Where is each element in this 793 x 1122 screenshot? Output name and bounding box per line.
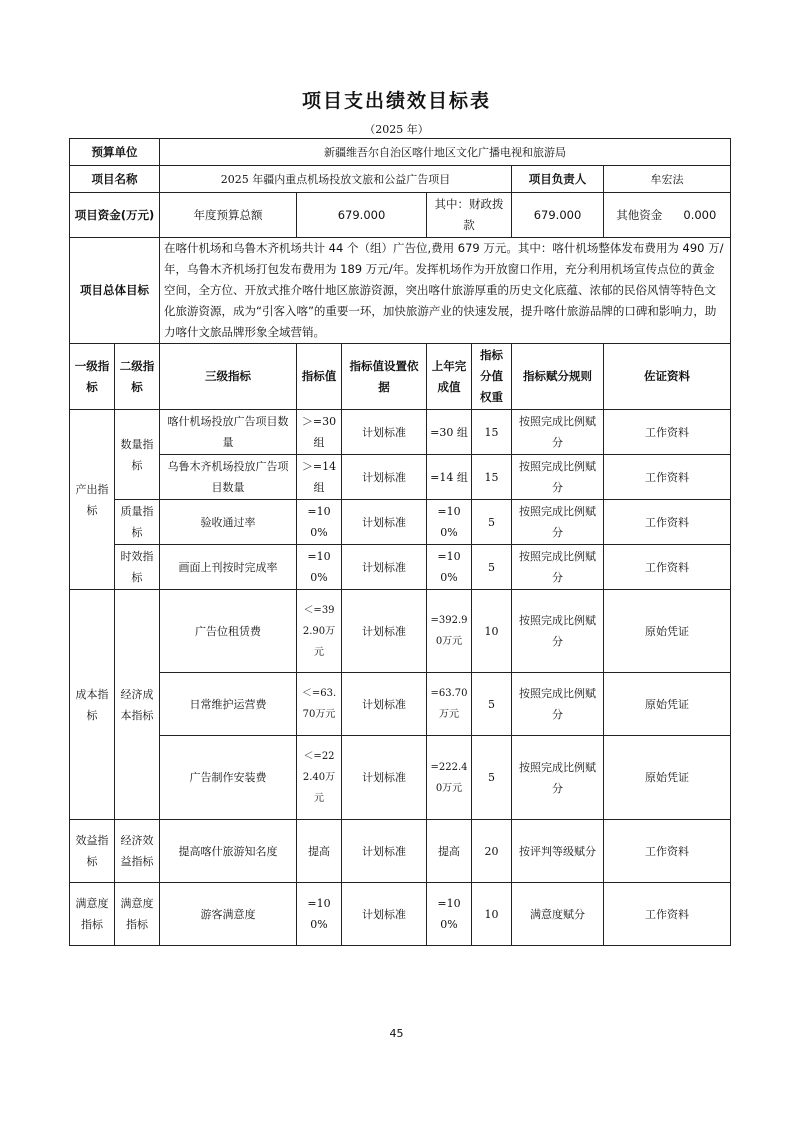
budget-unit-value: 新疆维吾尔自治区喀什地区文化广播电视和旅游局 [160, 139, 731, 166]
table-row [70, 410, 731, 455]
indicator-basis: 计划标准 [342, 590, 427, 673]
table-row [70, 500, 731, 545]
table-row [70, 545, 731, 590]
header-level3: 三级指标 [160, 344, 297, 410]
page-number: 45 [389, 1027, 404, 1040]
group-satisfaction-sub: 满意度指标 [115, 883, 160, 946]
group-satisfaction: 满意度指标 [70, 883, 115, 946]
header-last-year: 上年完成值 [427, 344, 472, 410]
group-economic-cost: 经济成本指标 [115, 590, 160, 820]
group-benefit: 效益指标 [70, 820, 115, 883]
group-output: 产出指标 [70, 410, 115, 590]
indicator-name: 广告位租赁费 [160, 590, 297, 673]
overall-goal-text: 在喀什机场和乌鲁木齐机场共计 44 个（组）广告位,费用 679 万元。其中：喀什机场整体发布费用为 490 万/年，乌鲁木齐机场打包发布费用为 189 万元/年。发挥机场作为开放窗口作用，充分利用机场宣传点位的黄金空间，全方位、开放式推介喀什地区旅游资源，突出喀什旅游厚重的历史文化底蕴、浓郁的民俗风情等特色文化旅游资源，成为“引客入喀”的重要一环，加快旅游产业的快速发展，提升喀什旅游品牌的口碑和影响力，助力喀什文旅品牌形象全域营销。 [160, 238, 731, 344]
annual-total-value: 679.000 [297, 193, 427, 238]
fiscal-value: 679.000 [512, 193, 604, 238]
table-row [70, 590, 731, 673]
header-basis: 指标值设置依据 [342, 344, 427, 410]
indicator-last-year: =100% [427, 545, 472, 590]
project-name-value: 2025 年疆内重点机场投放文旅和公益广告项目 [160, 166, 512, 193]
indicator-weight: 10 [472, 590, 512, 673]
indicator-weight: 20 [472, 820, 512, 883]
indicator-rule: 按照完成比例赋分 [512, 736, 604, 820]
indicator-rule: 按照完成比例赋分 [512, 500, 604, 545]
indicator-weight: 15 [472, 410, 512, 455]
header-indicator-value: 指标值 [297, 344, 342, 410]
performance-target-table [69, 138, 731, 946]
indicator-evidence: 工作资料 [604, 545, 731, 590]
indicator-value: =100% [297, 883, 342, 946]
indicator-name: 提高喀什旅游知名度 [160, 820, 297, 883]
table-row [70, 673, 731, 736]
group-quality: 质量指标 [115, 500, 160, 545]
header-rule: 指标赋分规则 [512, 344, 604, 410]
indicator-weight: 5 [472, 736, 512, 820]
indicator-last-year: =63.70万元 [427, 673, 472, 736]
indicator-evidence: 原始凭证 [604, 673, 731, 736]
indicator-weight: 5 [472, 500, 512, 545]
indicator-name: 广告制作安装费 [160, 736, 297, 820]
indicator-value: =100% [297, 500, 342, 545]
indicator-value: 提高 [297, 820, 342, 883]
responsible-label: 项目负责人 [512, 166, 604, 193]
indicator-last-year: =222.40万元 [427, 736, 472, 820]
annual-total-label: 年度预算总额 [160, 193, 297, 238]
other-funds-group [604, 193, 731, 238]
indicator-rule: 满意度赋分 [512, 883, 604, 946]
table-row [70, 736, 731, 820]
group-economic-benefit: 经济效益指标 [115, 820, 160, 883]
indicator-rule: 按评判等级赋分 [512, 820, 604, 883]
indicator-value: =100% [297, 545, 342, 590]
indicator-last-year: =100% [427, 500, 472, 545]
indicator-last-year: 提高 [427, 820, 472, 883]
indicator-name: 游客满意度 [160, 883, 297, 946]
indicator-basis: 计划标准 [342, 455, 427, 500]
indicator-value: ＜=392.90万元 [297, 590, 342, 673]
group-cost: 成本指标 [70, 590, 115, 820]
indicator-last-year: =392.90万元 [427, 590, 472, 673]
indicator-basis: 计划标准 [342, 736, 427, 820]
header-level2: 二级指标 [115, 344, 160, 410]
table-row [70, 820, 731, 883]
overall-goal-label: 项目总体目标 [70, 238, 160, 344]
indicator-value: ＜=222.40万元 [297, 736, 342, 820]
budget-unit-label: 预算单位 [70, 139, 160, 166]
indicator-last-year: =14 组 [427, 455, 472, 500]
indicator-basis: 计划标准 [342, 545, 427, 590]
indicator-evidence: 原始凭证 [604, 736, 731, 820]
indicator-weight: 10 [472, 883, 512, 946]
indicator-evidence: 工作资料 [604, 410, 731, 455]
indicator-last-year: =30 组 [427, 410, 472, 455]
indicator-value: ＞=30组 [297, 410, 342, 455]
indicator-rule: 按照完成比例赋分 [512, 673, 604, 736]
indicator-weight: 15 [472, 455, 512, 500]
table-row [70, 455, 731, 500]
indicator-basis: 计划标准 [342, 500, 427, 545]
funds-label: 项目资金(万元) [70, 193, 160, 238]
indicator-basis: 计划标准 [342, 820, 427, 883]
indicator-last-year: =100% [427, 883, 472, 946]
indicator-evidence: 工作资料 [604, 455, 731, 500]
project-name-label: 项目名称 [70, 166, 160, 193]
indicator-name: 乌鲁木齐机场投放广告项目数量 [160, 455, 297, 500]
indicator-value: ＞=14组 [297, 455, 342, 500]
indicator-evidence: 工作资料 [604, 883, 731, 946]
indicator-basis: 计划标准 [342, 673, 427, 736]
indicator-basis: 计划标准 [342, 883, 427, 946]
indicator-name: 喀什机场投放广告项目数量 [160, 410, 297, 455]
group-quantity: 数量指标 [115, 410, 160, 500]
indicator-weight: 5 [472, 673, 512, 736]
year-label: （2025 年） [364, 123, 429, 136]
fiscal-label: 其中：财政拨款 [427, 193, 512, 238]
indicator-rule: 按照完成比例赋分 [512, 455, 604, 500]
indicator-weight: 5 [472, 545, 512, 590]
indicator-name: 日常维护运营费 [160, 673, 297, 736]
indicator-basis: 计划标准 [342, 410, 427, 455]
responsible-value: 牟宏法 [604, 166, 731, 193]
table-row [70, 883, 731, 946]
page-title: 项目支出绩效目标表 [301, 90, 491, 112]
indicator-evidence: 原始凭证 [604, 590, 731, 673]
group-timeliness: 时效指标 [115, 545, 160, 590]
header-evidence: 佐证资料 [604, 344, 731, 410]
header-level1: 一级指标 [70, 344, 115, 410]
header-weight: 指标分值权重 [472, 344, 512, 410]
indicator-rule: 按照完成比例赋分 [512, 545, 604, 590]
indicator-name: 画面上刊按时完成率 [160, 545, 297, 590]
indicator-rule: 按照完成比例赋分 [512, 410, 604, 455]
indicator-name: 验收通过率 [160, 500, 297, 545]
indicator-rule: 按照完成比例赋分 [512, 590, 604, 673]
indicator-evidence: 工作资料 [604, 820, 731, 883]
other-funds-label: 其他资金 [616, 207, 663, 222]
indicator-value: ＜=63.70万元 [297, 673, 342, 736]
other-funds-value: 0.000 [683, 207, 717, 222]
indicator-evidence: 工作资料 [604, 500, 731, 545]
